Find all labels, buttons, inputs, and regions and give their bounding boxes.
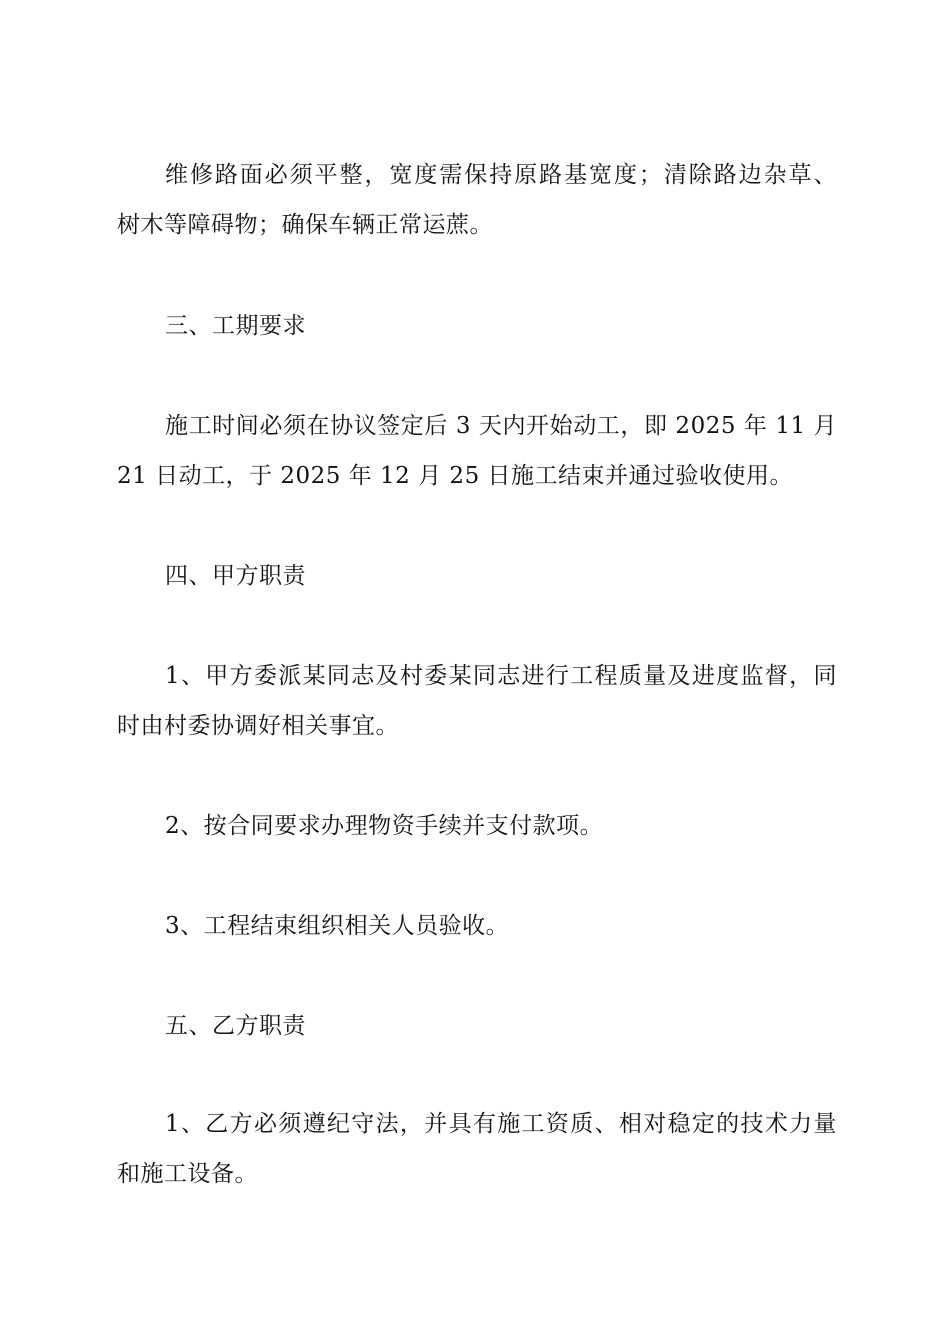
paragraph-line: 施工时间必须在协议签定后 3 天内开始动工，即 2025 年 11 月 [165,413,837,439]
section-heading: 五、乙方职责 [165,1013,306,1039]
section-heading: 三、工期要求 [165,313,306,339]
paragraph-line: 时由村委协调好相关事宜。 [117,713,399,739]
paragraph-line: 1、乙方必须遵纪守法，并具有施工资质、相对稳定的技术力量 [165,1111,837,1137]
paragraph-line: 3、工程结束组织相关人员验收。 [165,913,510,939]
section-heading: 四、甲方职责 [165,563,306,589]
paragraph-line: 21 日动工，于 2025 年 12 月 25 日施工结束并通过验收使用。 [117,463,794,489]
paragraph-line: 维修路面必须平整，宽度需保持原路基宽度；清除路边杂草、 [165,162,837,188]
paragraph-line: 和施工设备。 [117,1161,258,1187]
paragraph-line: 1、甲方委派某同志及村委某同志进行工程质量及进度监督，同 [165,663,837,689]
paragraph-line: 2、按合同要求办理物资手续并支付款项。 [165,813,604,839]
paragraph-line: 树木等障碍物；确保车辆正常运蔗。 [117,212,493,238]
